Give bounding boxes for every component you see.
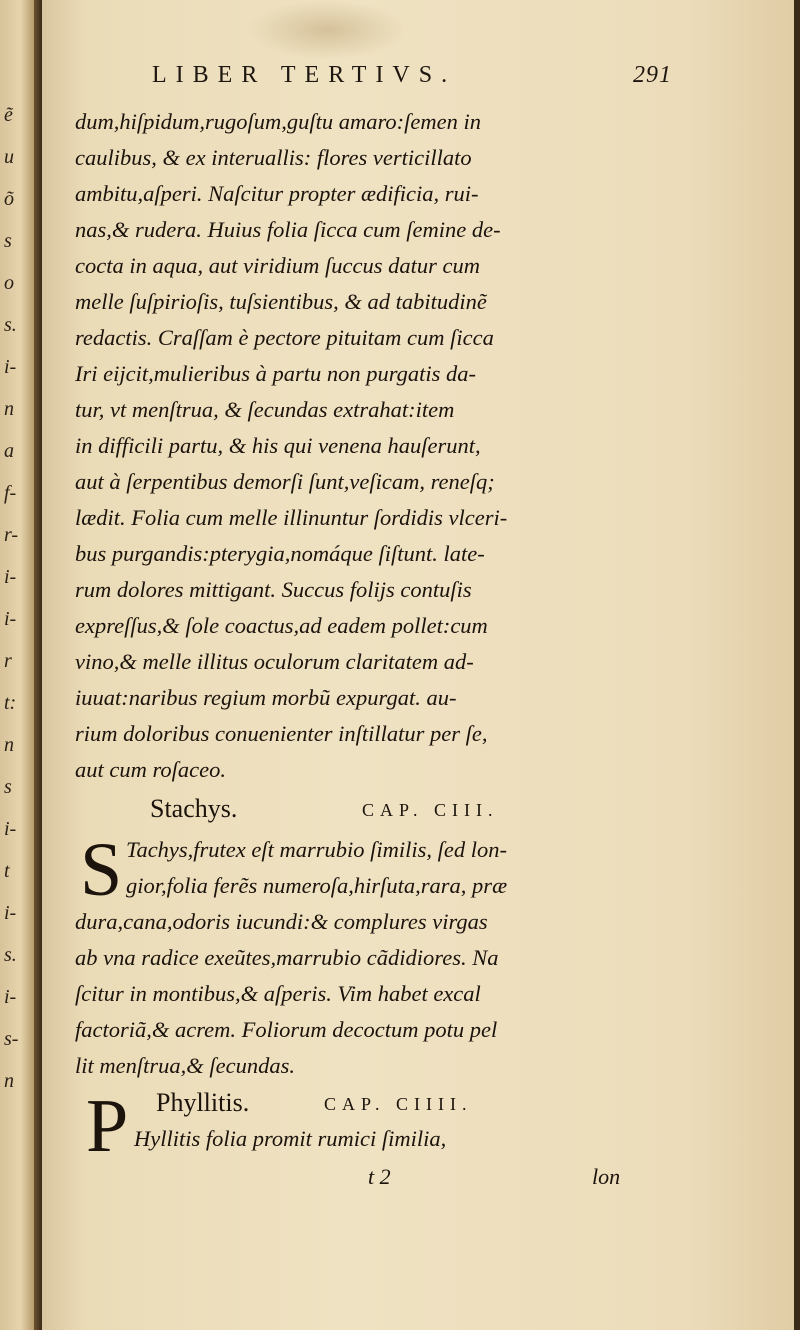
facing-page-fragment: s <box>4 230 12 252</box>
page-right-edge <box>794 0 800 1330</box>
text-line: caulibus, & ex interuallis: flores verticillato <box>75 145 472 170</box>
book-page <box>42 0 800 1330</box>
facing-page-fragment: õ <box>4 188 14 210</box>
facing-page-fragment: n <box>4 1070 14 1092</box>
section-heading-phyllitis <box>156 1088 656 1124</box>
text-line: gior,folia ferẽs numeroſa,hirſuta,rara, præ <box>126 873 508 898</box>
text-line: ambitu,aſperi. Naſcitur propter ædificia, rui- <box>75 181 479 206</box>
section-heading-stachys <box>150 794 650 830</box>
section-title: Stachys. <box>150 794 238 823</box>
body-text <box>75 104 635 788</box>
facing-page-edge <box>0 0 34 1330</box>
text-line: cocta in aqua, aut viridium ſuccus datur cum <box>75 253 480 278</box>
facing-page-fragment: i- <box>4 356 17 378</box>
book-gutter <box>34 0 42 1330</box>
facing-page-fragment: i- <box>4 902 17 924</box>
facing-page-fragment: s- <box>4 1028 19 1050</box>
text-line: ab vna radice exeũtes,marrubio cãdidiores. Na <box>75 945 499 970</box>
text-line: vino,& melle illitus oculorum claritatem ad- <box>75 649 474 674</box>
text-line: dura,cana,odoris iucundi:& complures virgas <box>75 909 488 934</box>
paper-stain <box>247 0 407 60</box>
facing-page-fragment: i- <box>4 818 17 840</box>
catchword: lon <box>592 1164 621 1189</box>
running-head <box>152 62 672 92</box>
text-line: in difficili partu, & his qui venena hauſerunt, <box>75 433 481 458</box>
phyllitis-text-line: Hyllitis folia promit rumici ſimilia, <box>134 1126 447 1151</box>
facing-page-fragment: f- <box>4 482 17 504</box>
facing-page-fragment: u <box>4 146 14 168</box>
text-line: dum,hiſpidum,rugoſum,guſtu amaro:ſemen in <box>75 109 482 134</box>
facing-page-fragment: a <box>4 440 14 462</box>
page-number: 291 <box>633 62 672 88</box>
facing-page-fragment: r- <box>4 524 19 546</box>
text-line: nas,& rudera. Huius folia ſicca cum ſemine de- <box>75 217 501 242</box>
text-line: bus purgandis:pterygia,nomáque ſiſtunt. late- <box>75 541 485 566</box>
text-line: factoriã,& acrem. Foliorum decoctum potu pel <box>75 1017 498 1042</box>
chapter-number: CAP. CIIII. <box>324 1094 473 1114</box>
text-line: iuuat:naribus regium morbũ expurgat. au- <box>75 685 457 710</box>
text-line: redactis. Craſſam è pectore pituitam cum ſicca <box>75 325 494 350</box>
text-line: lit menſtrua,& ſecundas. <box>75 1053 295 1078</box>
facing-page-fragment: i- <box>4 986 17 1008</box>
facing-page-fragment: ẽ <box>4 104 13 126</box>
text-line: expreſſus,& ſole coactus,ad eadem pollet:cum <box>75 613 488 638</box>
text-line: melle ſuſpirioſis, tuſsientibus, & ad tabitudinẽ <box>75 289 487 314</box>
facing-page-fragment: s <box>4 776 12 798</box>
text-line: rium doloribus conuenienter inſtillatur per ſe, <box>75 721 488 746</box>
facing-page-fragment: n <box>4 398 14 420</box>
text-line: tur, vt menſtrua, & ſecundas extrahat:item <box>75 397 455 422</box>
text-line: ſcitur in montibus,& aſperis. Vim habet excal <box>75 981 481 1006</box>
facing-page-fragment: i- <box>4 608 17 630</box>
facing-page-fragment: i- <box>4 566 17 588</box>
text-line: rum dolores mittigant. Succus folijs contuſis <box>75 577 472 602</box>
text-line: lædit. Folia cum melle illinuntur ſordidis vlceri- <box>75 505 508 530</box>
text-line: aut à ſerpentibus demorſi ſunt,veſicam, reneſq; <box>75 469 495 494</box>
section-title: Phyllitis. <box>156 1088 250 1117</box>
drop-cap-s: S <box>80 828 123 912</box>
facing-page-fragment: o <box>4 272 14 294</box>
running-head-title: LIBER TERTIVS. <box>152 62 457 88</box>
chapter-number: CAP. CIII. <box>362 800 499 820</box>
text-line: Tachys,frutex eſt marrubio ſimilis, ſed lon- <box>126 837 508 862</box>
facing-page-fragment: t: <box>4 692 17 714</box>
facing-page-fragment: s. <box>4 314 17 336</box>
signature-mark: t 2 <box>368 1164 391 1189</box>
text-line: Iri eijcit,mulieribus à partu non purgatis da- <box>75 361 477 386</box>
facing-page-fragment: r <box>4 650 12 672</box>
facing-page-fragment: s. <box>4 944 17 966</box>
facing-page-fragment: t <box>4 860 10 882</box>
text-line: aut cum roſaceo. <box>75 757 227 782</box>
facing-page-fragment: n <box>4 734 14 756</box>
drop-cap-p: P <box>86 1084 129 1168</box>
